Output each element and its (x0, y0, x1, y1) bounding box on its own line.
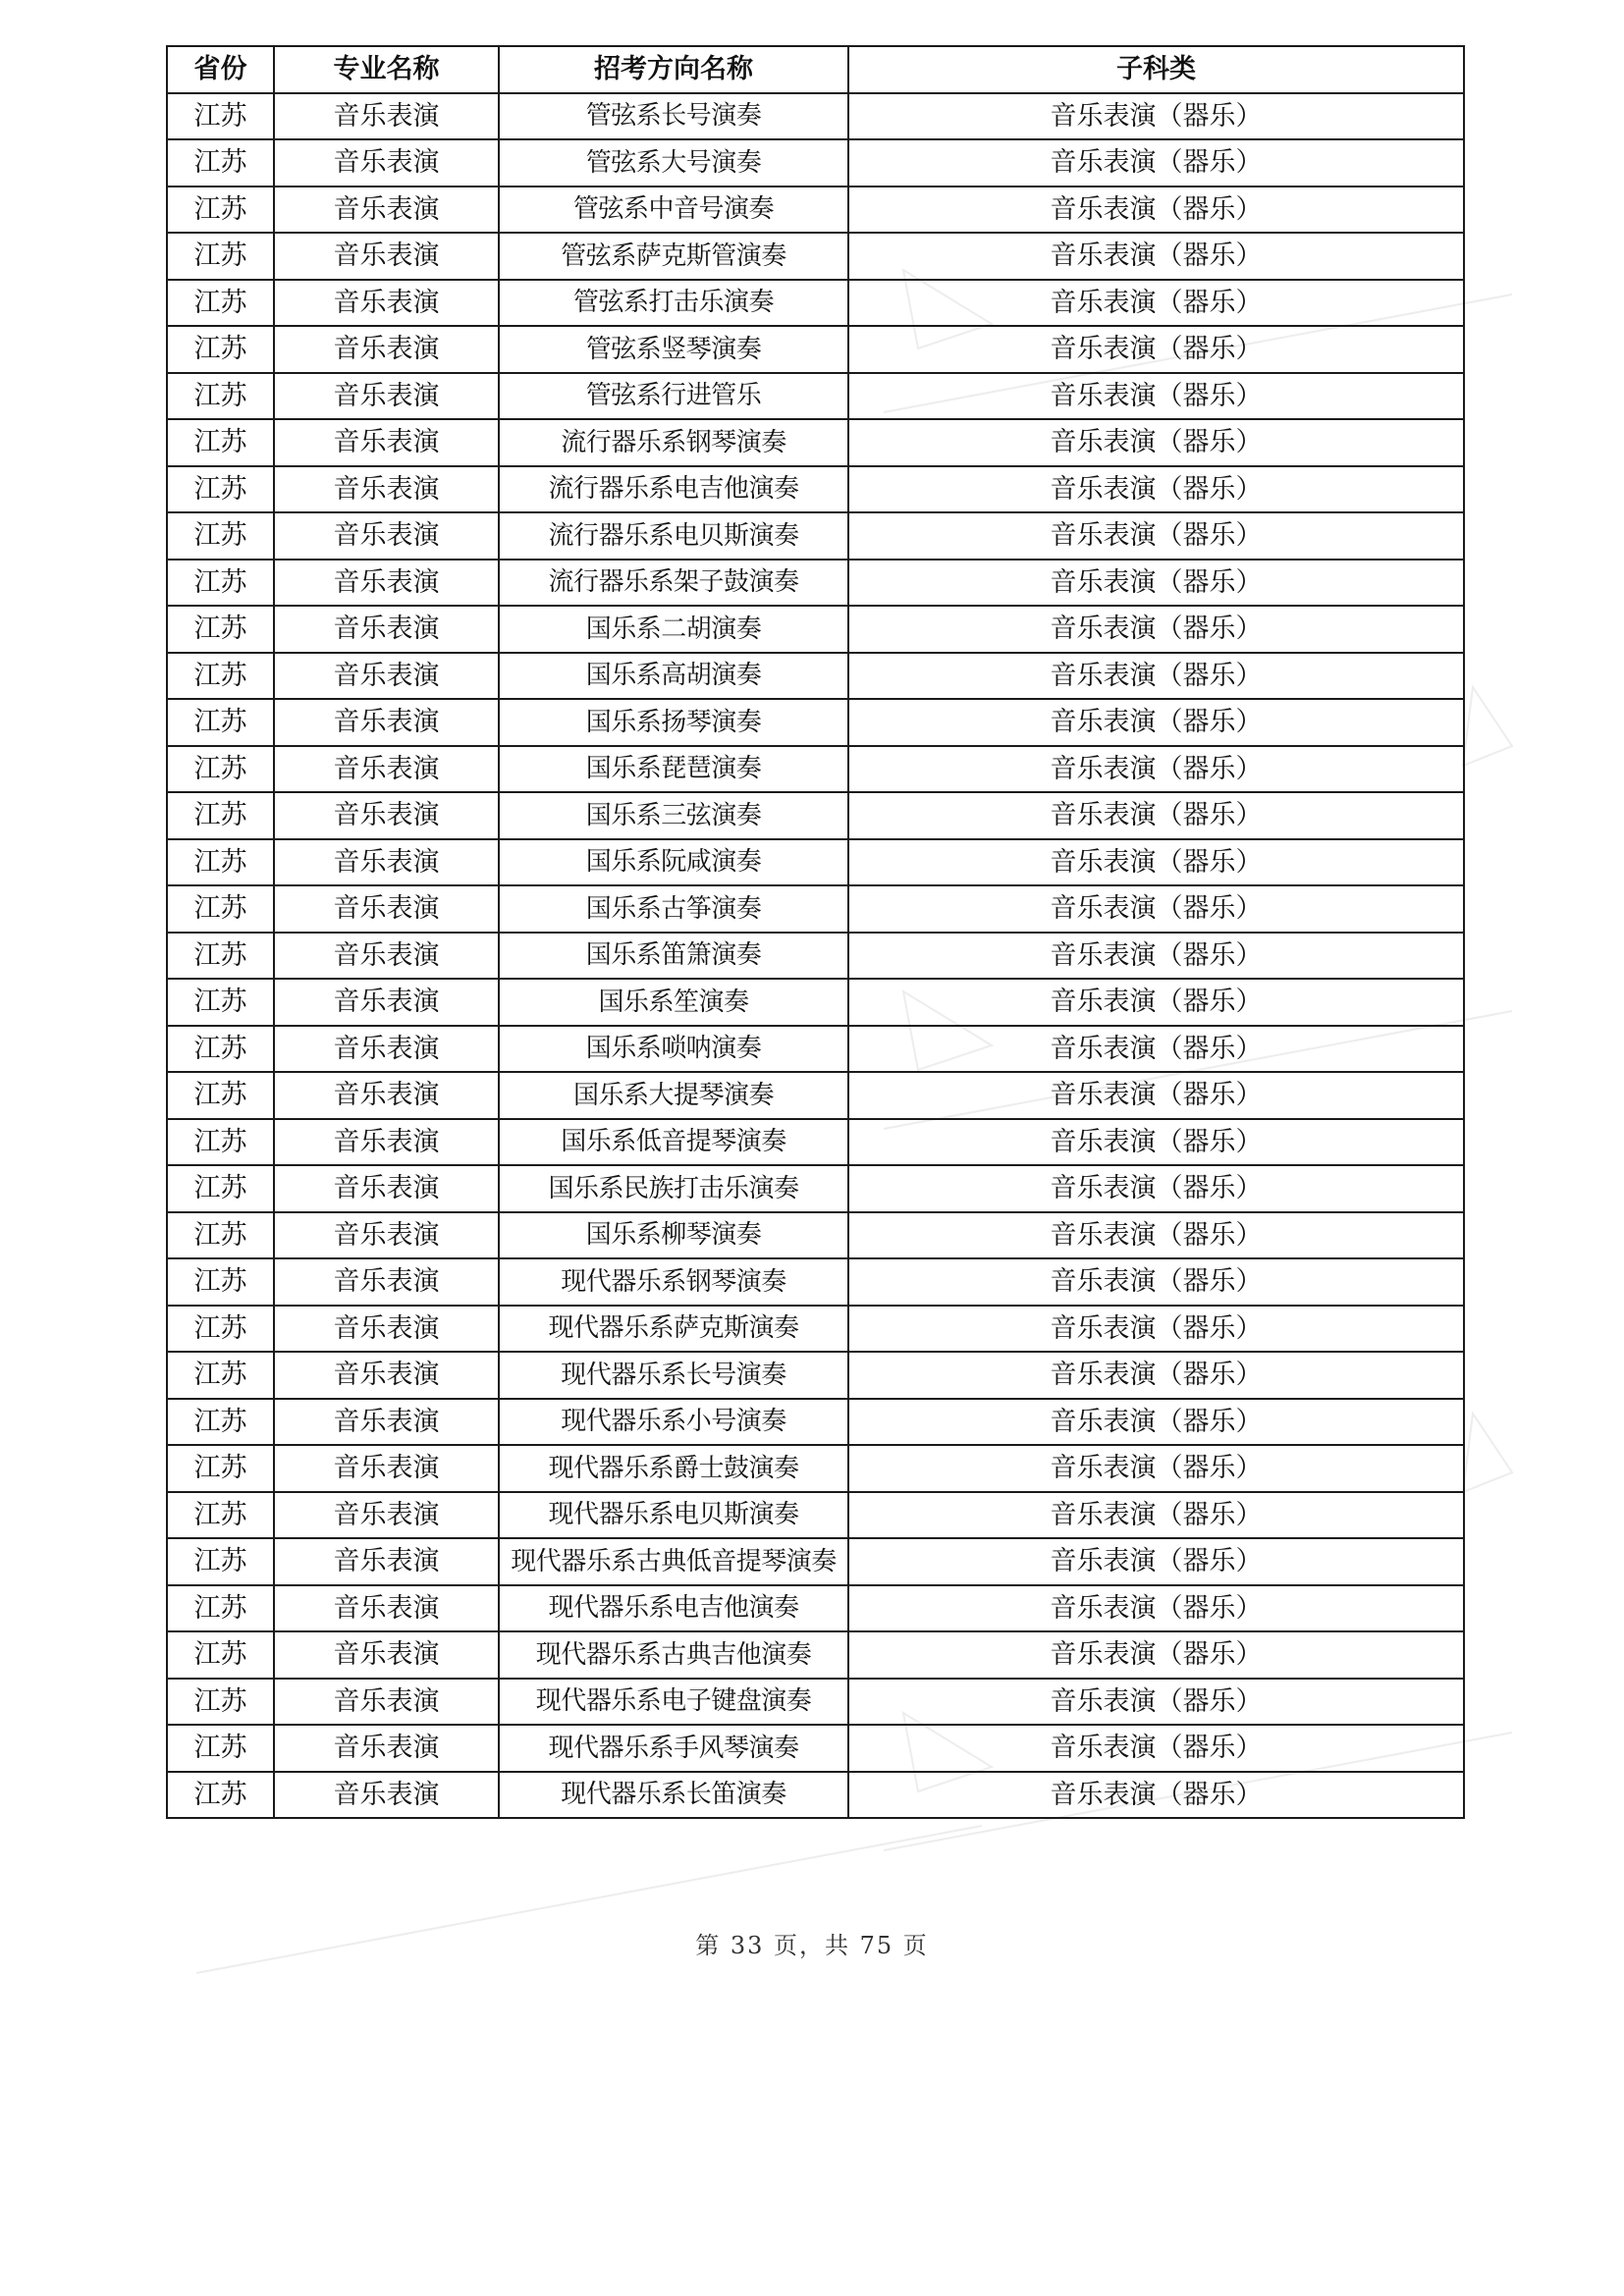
table-row (167, 1585, 1464, 1632)
cell-major: 音乐表演 (274, 1725, 499, 1772)
cell-direction: 现代器乐系钢琴演奏 (499, 1258, 848, 1306)
cell-province: 江苏 (167, 606, 274, 653)
cell-major: 音乐表演 (274, 1026, 499, 1073)
cell-province: 江苏 (167, 839, 274, 886)
cell-major: 音乐表演 (274, 512, 499, 560)
cell-major: 音乐表演 (274, 280, 499, 327)
cell-subcategory: 音乐表演（器乐） (848, 653, 1464, 700)
cell-direction: 国乐系大提琴演奏 (499, 1072, 848, 1119)
table-row (167, 1119, 1464, 1166)
cell-major: 音乐表演 (274, 233, 499, 280)
cell-subcategory: 音乐表演（器乐） (848, 1119, 1464, 1166)
table-row (167, 1258, 1464, 1306)
cell-subcategory: 音乐表演（器乐） (848, 1212, 1464, 1259)
cell-subcategory: 音乐表演（器乐） (848, 1026, 1464, 1073)
cell-major: 音乐表演 (274, 1445, 499, 1492)
cell-subcategory: 音乐表演（器乐） (848, 93, 1464, 140)
table-row (167, 1445, 1464, 1492)
cell-major: 音乐表演 (274, 466, 499, 513)
cell-direction: 流行器乐系电吉他演奏 (499, 466, 848, 513)
cell-subcategory: 音乐表演（器乐） (848, 1492, 1464, 1539)
cell-province: 江苏 (167, 187, 274, 234)
cell-subcategory: 音乐表演（器乐） (848, 1306, 1464, 1353)
cell-subcategory: 音乐表演（器乐） (848, 1165, 1464, 1212)
cell-major: 音乐表演 (274, 1679, 499, 1726)
cell-major: 音乐表演 (274, 979, 499, 1026)
cell-major: 音乐表演 (274, 1585, 499, 1632)
cell-direction: 现代器乐系古典吉他演奏 (499, 1631, 848, 1679)
cell-major: 音乐表演 (274, 606, 499, 653)
cell-direction: 现代器乐系古典低音提琴演奏 (499, 1538, 848, 1585)
table-row (167, 93, 1464, 140)
table-row (167, 419, 1464, 466)
cell-province: 江苏 (167, 1492, 274, 1539)
cell-province: 江苏 (167, 466, 274, 513)
table-row (167, 1306, 1464, 1353)
cell-direction: 现代器乐系爵士鼓演奏 (499, 1445, 848, 1492)
table-row (167, 1725, 1464, 1772)
table-row (167, 699, 1464, 746)
cell-province: 江苏 (167, 1352, 274, 1399)
cell-direction: 现代器乐系电子键盘演奏 (499, 1679, 848, 1726)
cell-subcategory: 音乐表演（器乐） (848, 792, 1464, 839)
cell-direction: 现代器乐系萨克斯演奏 (499, 1306, 848, 1353)
cell-province: 江苏 (167, 373, 274, 420)
table-row (167, 326, 1464, 373)
table-row (167, 512, 1464, 560)
cell-direction: 现代器乐系电吉他演奏 (499, 1585, 848, 1632)
table-row (167, 979, 1464, 1026)
cell-major: 音乐表演 (274, 139, 499, 187)
header-province: 省份 (167, 46, 274, 93)
cell-province: 江苏 (167, 1725, 274, 1772)
cell-subcategory: 音乐表演（器乐） (848, 560, 1464, 607)
cell-direction: 流行器乐系钢琴演奏 (499, 419, 848, 466)
table-row (167, 1631, 1464, 1679)
table-row (167, 1352, 1464, 1399)
cell-major: 音乐表演 (274, 1492, 499, 1539)
cell-province: 江苏 (167, 699, 274, 746)
cell-province: 江苏 (167, 419, 274, 466)
table-row (167, 1072, 1464, 1119)
cell-major: 音乐表演 (274, 1165, 499, 1212)
cell-direction: 国乐系柳琴演奏 (499, 1212, 848, 1259)
table-row (167, 1492, 1464, 1539)
table-row (167, 466, 1464, 513)
cell-subcategory: 音乐表演（器乐） (848, 1538, 1464, 1585)
cell-subcategory: 音乐表演（器乐） (848, 1631, 1464, 1679)
cell-major: 音乐表演 (274, 1306, 499, 1353)
cell-province: 江苏 (167, 1212, 274, 1259)
cell-major: 音乐表演 (274, 1399, 499, 1446)
cell-province: 江苏 (167, 280, 274, 327)
table-header-row (167, 46, 1464, 93)
cell-major: 音乐表演 (274, 933, 499, 980)
cell-province: 江苏 (167, 93, 274, 140)
watermark-triangle-icon (1463, 687, 1512, 766)
cell-major: 音乐表演 (274, 792, 499, 839)
cell-province: 江苏 (167, 233, 274, 280)
cell-direction: 国乐系低音提琴演奏 (499, 1119, 848, 1166)
cell-major: 音乐表演 (274, 1631, 499, 1679)
cell-major: 音乐表演 (274, 326, 499, 373)
header-major: 专业名称 (274, 46, 499, 93)
cell-province: 江苏 (167, 1072, 274, 1119)
cell-major: 音乐表演 (274, 839, 499, 886)
watermark-triangle-icon (1463, 1414, 1512, 1492)
cell-major: 音乐表演 (274, 1072, 499, 1119)
cell-subcategory: 音乐表演（器乐） (848, 979, 1464, 1026)
cell-major: 音乐表演 (274, 1538, 499, 1585)
cell-major: 音乐表演 (274, 746, 499, 793)
table-row (167, 1399, 1464, 1446)
cell-subcategory: 音乐表演（器乐） (848, 466, 1464, 513)
cell-direction: 流行器乐系电贝斯演奏 (499, 512, 848, 560)
major-table (166, 45, 1465, 1819)
cell-province: 江苏 (167, 1258, 274, 1306)
table-row (167, 1026, 1464, 1073)
cell-direction: 现代器乐系长号演奏 (499, 1352, 848, 1399)
table-row (167, 560, 1464, 607)
cell-province: 江苏 (167, 512, 274, 560)
cell-direction: 管弦系打击乐演奏 (499, 280, 848, 327)
cell-subcategory: 音乐表演（器乐） (848, 326, 1464, 373)
cell-province: 江苏 (167, 1399, 274, 1446)
cell-major: 音乐表演 (274, 1352, 499, 1399)
table-row (167, 373, 1464, 420)
cell-subcategory: 音乐表演（器乐） (848, 1772, 1464, 1819)
cell-subcategory: 音乐表演（器乐） (848, 280, 1464, 327)
table-row (167, 606, 1464, 653)
cell-province: 江苏 (167, 1165, 274, 1212)
cell-direction: 管弦系行进管乐 (499, 373, 848, 420)
cell-major: 音乐表演 (274, 560, 499, 607)
table-row (167, 839, 1464, 886)
cell-major: 音乐表演 (274, 1258, 499, 1306)
cell-province: 江苏 (167, 1306, 274, 1353)
cell-major: 音乐表演 (274, 93, 499, 140)
cell-direction: 国乐系阮咸演奏 (499, 839, 848, 886)
cell-subcategory: 音乐表演（器乐） (848, 885, 1464, 933)
table-row (167, 1679, 1464, 1726)
cell-subcategory: 音乐表演（器乐） (848, 1352, 1464, 1399)
cell-subcategory: 音乐表演（器乐） (848, 839, 1464, 886)
cell-subcategory: 音乐表演（器乐） (848, 187, 1464, 234)
cell-direction: 国乐系唢呐演奏 (499, 1026, 848, 1073)
cell-province: 江苏 (167, 885, 274, 933)
cell-major: 音乐表演 (274, 699, 499, 746)
cell-direction: 管弦系萨克斯管演奏 (499, 233, 848, 280)
cell-province: 江苏 (167, 560, 274, 607)
cell-direction: 管弦系中音号演奏 (499, 187, 848, 234)
header-direction: 招考方向名称 (499, 46, 848, 93)
cell-subcategory: 音乐表演（器乐） (848, 1445, 1464, 1492)
cell-province: 江苏 (167, 1585, 274, 1632)
table-row (167, 1212, 1464, 1259)
cell-direction: 国乐系扬琴演奏 (499, 699, 848, 746)
table-body (167, 93, 1464, 1819)
cell-direction: 国乐系民族打击乐演奏 (499, 1165, 848, 1212)
cell-province: 江苏 (167, 1445, 274, 1492)
cell-province: 江苏 (167, 1538, 274, 1585)
cell-direction: 国乐系三弦演奏 (499, 792, 848, 839)
cell-subcategory: 音乐表演（器乐） (848, 933, 1464, 980)
cell-direction: 现代器乐系电贝斯演奏 (499, 1492, 848, 1539)
table-row (167, 233, 1464, 280)
cell-province: 江苏 (167, 139, 274, 187)
table-row (167, 885, 1464, 933)
table-row (167, 1772, 1464, 1819)
cell-direction: 管弦系长号演奏 (499, 93, 848, 140)
table-row (167, 792, 1464, 839)
cell-subcategory: 音乐表演（器乐） (848, 373, 1464, 420)
table-row (167, 187, 1464, 234)
cell-province: 江苏 (167, 1772, 274, 1819)
cell-subcategory: 音乐表演（器乐） (848, 1725, 1464, 1772)
cell-subcategory: 音乐表演（器乐） (848, 1679, 1464, 1726)
cell-direction: 国乐系笛箫演奏 (499, 933, 848, 980)
cell-direction: 国乐系二胡演奏 (499, 606, 848, 653)
table-row (167, 653, 1464, 700)
header-subcategory: 子科类 (848, 46, 1464, 93)
cell-subcategory: 音乐表演（器乐） (848, 233, 1464, 280)
cell-province: 江苏 (167, 1679, 274, 1726)
table-row (167, 1538, 1464, 1585)
cell-subcategory: 音乐表演（器乐） (848, 1072, 1464, 1119)
cell-subcategory: 音乐表演（器乐） (848, 699, 1464, 746)
cell-major: 音乐表演 (274, 1772, 499, 1819)
table-row (167, 933, 1464, 980)
cell-subcategory: 音乐表演（器乐） (848, 1258, 1464, 1306)
cell-major: 音乐表演 (274, 187, 499, 234)
cell-major: 音乐表演 (274, 885, 499, 933)
cell-subcategory: 音乐表演（器乐） (848, 1399, 1464, 1446)
table-row (167, 280, 1464, 327)
cell-direction: 现代器乐系长笛演奏 (499, 1772, 848, 1819)
cell-major: 音乐表演 (274, 373, 499, 420)
cell-direction: 管弦系竖琴演奏 (499, 326, 848, 373)
cell-direction: 管弦系大号演奏 (499, 139, 848, 187)
cell-subcategory: 音乐表演（器乐） (848, 419, 1464, 466)
cell-direction: 国乐系高胡演奏 (499, 653, 848, 700)
cell-province: 江苏 (167, 326, 274, 373)
cell-major: 音乐表演 (274, 653, 499, 700)
cell-province: 江苏 (167, 933, 274, 980)
cell-province: 江苏 (167, 653, 274, 700)
table-row (167, 1165, 1464, 1212)
table-row (167, 139, 1464, 187)
table-row (167, 746, 1464, 793)
cell-direction: 国乐系琵琶演奏 (499, 746, 848, 793)
cell-direction: 流行器乐系架子鼓演奏 (499, 560, 848, 607)
cell-province: 江苏 (167, 1119, 274, 1166)
cell-direction: 现代器乐系手风琴演奏 (499, 1725, 848, 1772)
cell-subcategory: 音乐表演（器乐） (848, 512, 1464, 560)
cell-major: 音乐表演 (274, 1119, 499, 1166)
cell-major: 音乐表演 (274, 419, 499, 466)
cell-subcategory: 音乐表演（器乐） (848, 1585, 1464, 1632)
cell-province: 江苏 (167, 792, 274, 839)
cell-direction: 国乐系古筝演奏 (499, 885, 848, 933)
cell-province: 江苏 (167, 1631, 274, 1679)
cell-major: 音乐表演 (274, 1212, 499, 1259)
page-number: 第 33 页，共 75 页 (695, 1932, 929, 1959)
cell-subcategory: 音乐表演（器乐） (848, 139, 1464, 187)
cell-province: 江苏 (167, 1026, 274, 1073)
cell-subcategory: 音乐表演（器乐） (848, 746, 1464, 793)
cell-direction: 国乐系笙演奏 (499, 979, 848, 1026)
cell-subcategory: 音乐表演（器乐） (848, 606, 1464, 653)
cell-province: 江苏 (167, 746, 274, 793)
cell-direction: 现代器乐系小号演奏 (499, 1399, 848, 1446)
cell-province: 江苏 (167, 979, 274, 1026)
